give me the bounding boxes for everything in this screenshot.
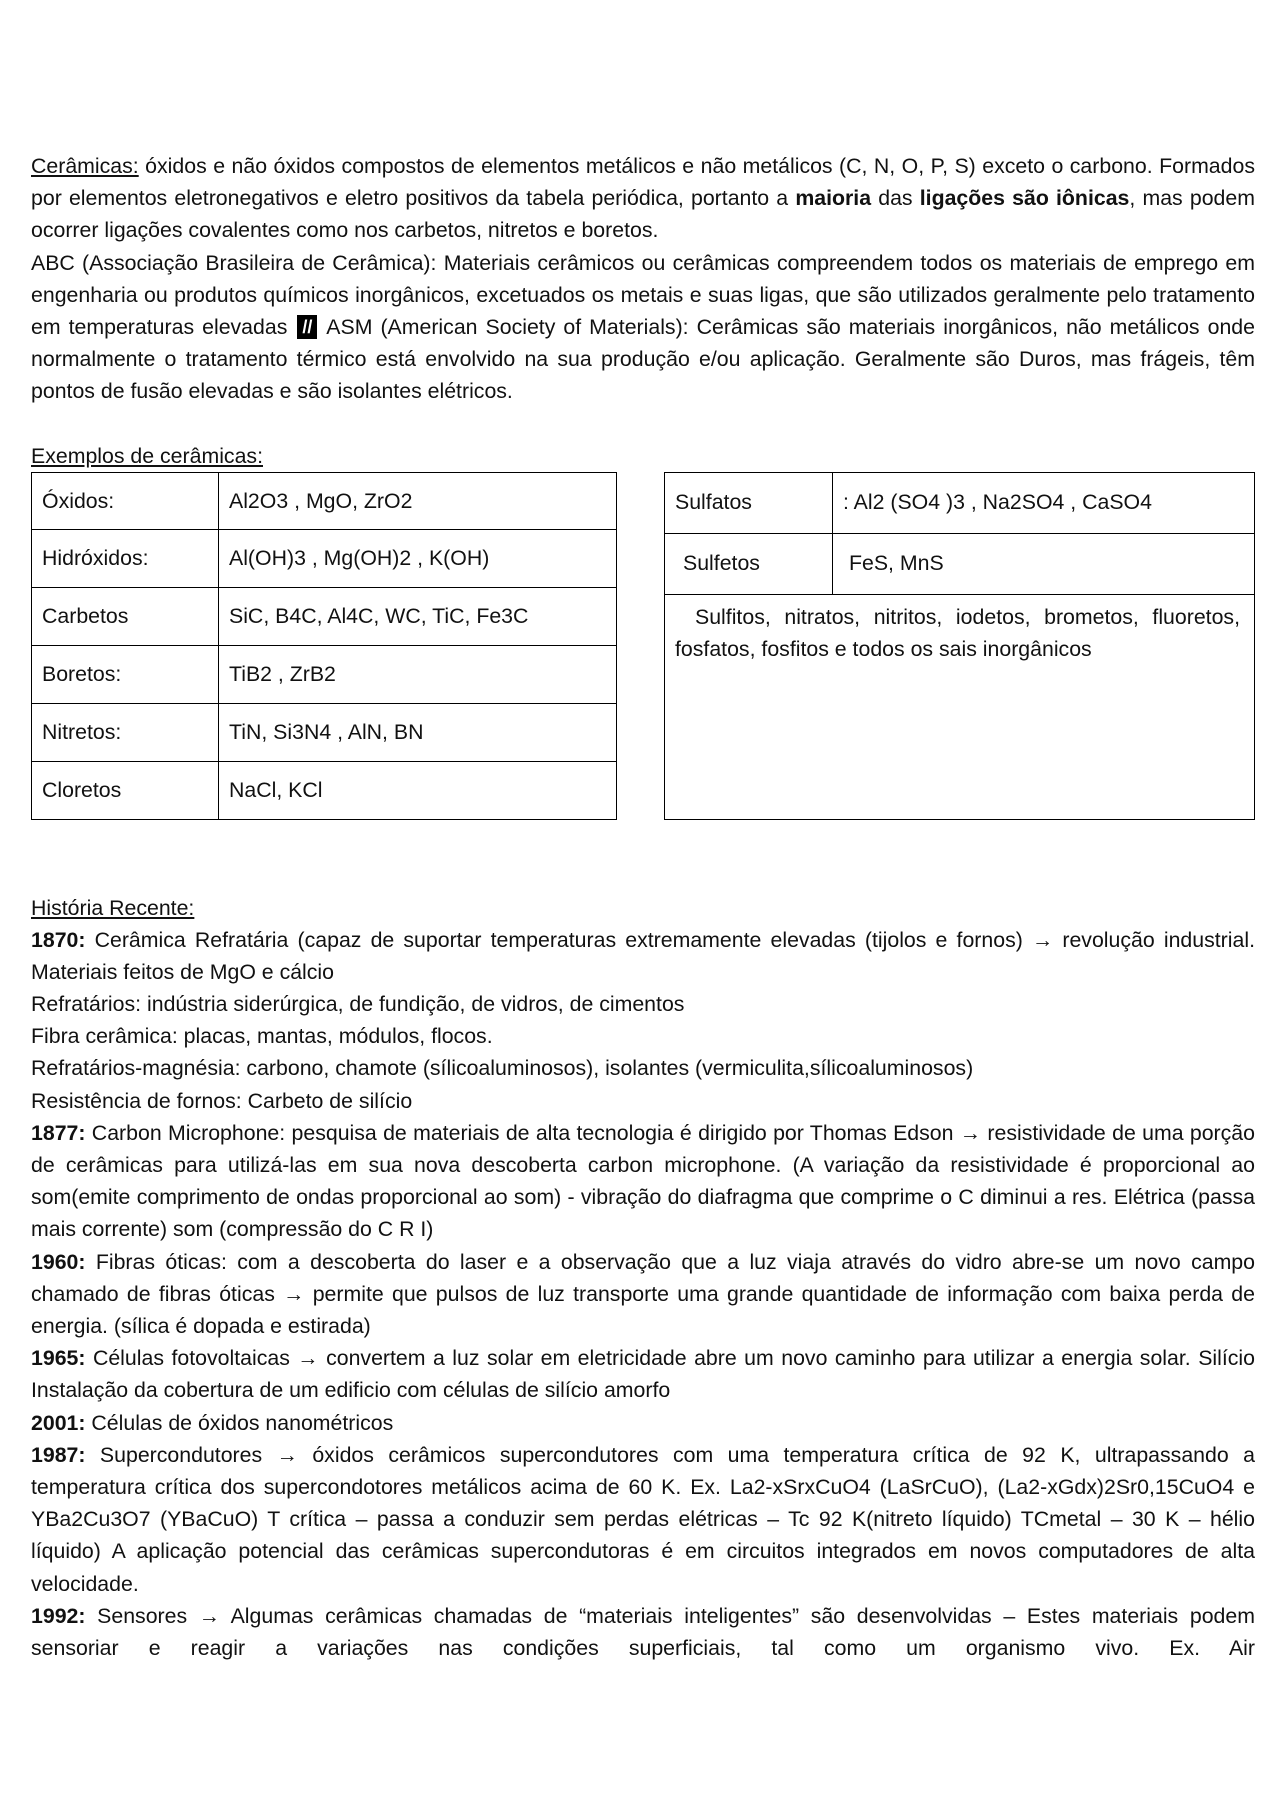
table-cell-value: Al2O3 , MgO, ZrO2 (219, 472, 617, 530)
history-entry (31, 1439, 1255, 1600)
table-row (665, 534, 1254, 595)
maioria-bold: maioria (795, 186, 872, 211)
history-year: 2001: (31, 1410, 86, 1435)
history-text: Cerâmica Refratária (capaz de suportar temperaturas extremamente elevadas (tijolos e fornos) → revolução industrial. Materiais feitos de MgO e cálcio (31, 927, 1255, 984)
table-cell-key: Cloretos (32, 761, 219, 819)
history-entry (31, 1342, 1255, 1406)
history-entry (31, 1407, 1255, 1439)
ceramicas-text-3: , mas podem ocorrer ligações covalentes como nos carbetos, nitretos e boretos. (31, 186, 1255, 243)
table-cell-key: Boretos: (32, 646, 219, 704)
table-cell-value: TiB2 , ZrB2 (219, 646, 617, 704)
history-text: Células de óxidos nanométricos (85, 1410, 394, 1435)
ceramicas-label: Cerâmicas: (31, 154, 139, 178)
history-entry (31, 1600, 1255, 1664)
table-row (32, 761, 617, 819)
history-entries (31, 924, 1255, 1665)
examples-left-table (31, 472, 617, 820)
separator-badge: // (297, 315, 317, 339)
history-text: Células fotovoltaicas → convertem a luz solar em eletricidade abre um novo caminho para utilizar a energia solar. Silício Instalação da cobertura de um edificio com células de silício amorfo (31, 1346, 1255, 1403)
examples-tables (31, 472, 1255, 822)
ceramicas-text-1: óxidos e não óxidos compostos de elementos metálicos e não metálicos (C, N, O, P, S) exceto o carbono. Formados por elementos eletronegativos e eletro positivos da tabela periódica, portanto a (31, 154, 1255, 211)
table-cell-key: Nitretos: (32, 703, 219, 761)
history-year: 1965: (31, 1346, 86, 1371)
history-entry (31, 1246, 1255, 1343)
table-row (32, 588, 617, 646)
history-year: 1992: (31, 1603, 86, 1628)
table-cell-key: Óxidos: (32, 472, 219, 530)
history-entry (31, 1052, 1255, 1084)
history-text: Fibra cerâmica: placas, mantas, módulos, flocos. (31, 1024, 493, 1049)
history-text: Resistência de fornos: Carbeto de silício (31, 1088, 413, 1113)
table-cell-value: Al(OH)3 , Mg(OH)2 , K(OH) (219, 530, 617, 588)
document-page (31, 150, 1255, 1664)
examples-right-table (664, 472, 1255, 820)
examples-title: Exemplos de cerâmicas: (31, 443, 263, 468)
history-text: Refratários: indústria siderúrgica, de fundição, de vidros, de cimentos (31, 992, 685, 1017)
history-entry (31, 988, 1255, 1020)
table-row (665, 473, 1254, 534)
history-entry (31, 1020, 1255, 1052)
table-cell-value: TiN, Si3N4 , AlN, BN (219, 703, 617, 761)
table-cell-key: Hidróxidos: (32, 530, 219, 588)
intro-paragraph (31, 150, 1255, 408)
history-text: Refratários-magnésia: carbono, chamote (sílicoaluminosos), isolantes (vermiculita,sílicoaluminosos) (31, 1056, 974, 1081)
table-row (32, 646, 617, 704)
history-year: 1987: (31, 1442, 86, 1467)
abc-definition: ABC (Associação Brasileira de Cerâmica): Materiais cerâmicos ou cerâmicas compreendem todos os materiais de emprego em engenharia ou produtos químicos inorgânicos, excetuados os metais e suas ligas, que são utilizados geralmente pelo tratamento em temperaturas elevadas (31, 250, 1255, 340)
table-cell-key: Carbetos (32, 588, 219, 646)
table-cell-value: : Al2 (SO4 )3 , Na2SO4 , CaSO4 (843, 490, 1152, 515)
table-cell-value: NaCl, KCl (219, 761, 617, 819)
table-cell-key: Sulfatos (665, 473, 833, 533)
history-year: 1877: (31, 1120, 86, 1145)
history-text: Fibras óticas: com a descoberta do laser e a observação que a luz viaja através do vidro abre-se um novo campo chamado de fibras óticas → permite que pulsos de luz transporte uma grande quantidade de informação com baixa perda de energia. (sílica é dopada e estirada) (31, 1249, 1255, 1339)
table-row (32, 703, 617, 761)
history-entry (31, 1085, 1255, 1117)
history-text: Supercondutores → óxidos cerâmicos supercondutores com uma temperatura crítica de 92 K, ultrapassando a temperatura crítica dos supercondotores metálicos acima de 60 K. Ex. La2-xSrxCuO4 (LaSrCuO), (La2-xGdx)2Sr0,15CuO4 e YBa2Cu3O7 (YBaCuO) T crítica – passa a conduzir sem perdas elétricas – Tc 92 K(nitreto líquido) TCmetal – 30 K – hélio líquido) A aplicação potencial das cerâmicas supercondutoras é em circuitos integrados em novos computadores de alta velocidade. (31, 1442, 1255, 1596)
ligacoes-ionicas-bold: ligações são iônicas (919, 186, 1130, 211)
history-title: História Recente: (31, 895, 195, 920)
table-cell-value: FeS, MnS (849, 551, 944, 576)
history-text: Carbon Microphone: pesquisa de materiais de alta tecnologia é dirigido por Thomas Edson → resistividade de uma porção de cerâmicas para utilizá-las em sua nova descoberta carbon microphone. (A variação da resistividade é proporcional ao som(emite comprimento de ondas proporcional ao som) - vibração do diafragma que comprime o C diminui a res. Elétrica (passa mais corrente) som (compressão do C R I) (31, 1120, 1255, 1242)
ceramicas-text-2: das (871, 186, 920, 211)
history-section (31, 892, 1255, 1665)
history-year: 1960: (31, 1249, 86, 1274)
history-text: Sensores → Algumas cerâmicas chamadas de “materiais inteligentes” são desenvolvidas – Estes materiais podem sensoriar e reagir a variações nas condições superficiais, tal como um organismo vivo. Ex. Air (31, 1603, 1255, 1661)
history-year: 1870: (31, 927, 86, 952)
history-entry (31, 924, 1255, 988)
asm-definition: ASM (American Society of Materials): Cerâmicas são materiais inorgânicos, não metálicos onde normalmente o tratamento térmico está envolvido na sua produção e/ou aplicação. Geralmente são Duros, mas frágeis, têm pontos de fusão elevadas e são isolantes elétricos. (31, 315, 1255, 404)
table-cell-value: SiC, B4C, Al4C, WC, TiC, Fe3C (219, 588, 617, 646)
table-cell-key: Sulfetos (665, 534, 833, 594)
history-entry (31, 1117, 1255, 1246)
table-row (32, 530, 617, 588)
table-row (32, 472, 617, 530)
other-salts-text: Sulfitos, nitratos, nitritos, iodetos, brometos, fluoretos, fosfatos, fosfitos e todos os sais inorgânicos (675, 604, 1240, 661)
